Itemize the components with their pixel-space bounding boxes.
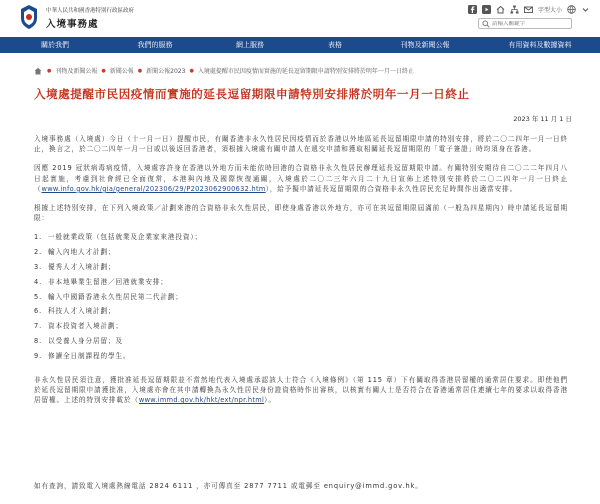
list-item: 4. 非本地畢業生留港／回港就業安排； [34,277,168,286]
npr-page-link[interactable]: www.immd.gov.hk/hkt/ext/npr.html [138,396,265,404]
government-name: 中華人民共和國香港特別行政區政府 [46,8,135,14]
paragraph-text: 。 [268,396,276,404]
mail-icon[interactable] [524,5,533,14]
article-paragraph-3: 根據上述特別安排，在下列入境政策／計劃來港的合資格非永久性居民，即使身處香港以外地方，亦可在其逗留期限屆滿前（一般為四星期內）時申請延長逗留期限： [34,204,568,223]
breadcrumb-item-publications[interactable]: 刊物及新聞公報 [55,68,98,75]
list-item: 1. 一般就業政策（包括就業及企業家來港投資）； [34,233,203,242]
breadcrumb-item-press-releases[interactable]: 新聞公報 [109,68,134,75]
facebook-icon[interactable] [468,5,477,14]
article-paragraph-2: 因應 2019 冠狀病毒病疫情，入境處容許身在香港以外地方而未能依時回港的合資格非永久性居民辦理延長逗留期限申請。有關特別安期待自二〇二二年四月八日起實施，考慮到社會經已全面復常，本港與內地及國際恢復通關，入境處於二〇二三年六月二十九日宣佈上述特別安排將於二〇二四年一月一日終止（www.info.gov.hk/gia/general/202306/29/P2023062900632.htm），給予擬申請延長逗留期限的合資格非永久性居民充足時間作出適當安排。 [34,164,568,193]
breadcrumb [34,66,414,75]
home-icon[interactable] [34,67,42,75]
article-paragraph-4: 非永久性居民須注意，獲批准延長逗留期限並不當然地代表入境處承認該人士符合《入境條例》（第 115 章）下有關取得香港居留權的通常居住要求。即使他們於延長逗留期限申請獲批准，入境處亦會在其申請轉換為永久性居民身份證資格時作出審核，以核實有關人士是否符合在香港通常居住連續七年的要求以取得香港居留權。上述的特別安排載於（www.immd.gov.hk/hkt/ext/npr.html）。 [34,375,568,404]
list-item: 9. 修讀全日制課程的學生。 [34,351,131,360]
font-size-control[interactable]: 字型大小 [537,7,562,14]
list-item: 2. 輸入內地人才計劃； [34,248,116,257]
publish-date: 2023 年 11 月 1 日 [513,115,572,123]
list-item: 8. 以受養人身分居留；及 [34,337,123,345]
nav-useful-information[interactable]: 有用資料及數據資料 [508,41,572,49]
nav-forms[interactable]: 表格 [328,41,342,49]
breadcrumb-item-press-releases-2023[interactable]: 新聞公報2023 [146,68,186,75]
chevron-down-icon[interactable] [581,5,590,14]
sitemap-icon[interactable] [510,5,519,14]
contact-info: 如有查詢，請致電入境處熱線電話 2824 6111 ，亦可傳真至 2877 7711 或電郵至 enquiry@immd.gov.hk。 [34,482,423,490]
list-item: 5. 輸入中國籍香港永久性居民第二代計劃； [34,292,183,301]
paragraph-text: 因應 2019 冠狀病毒病疫情，入境處容許身在香港以外地方而未能依時回港的合資格非永久性居民辦理延長逗留期限申請。有關特別安期待自二〇二二年四月八日起實施，考慮到社會經已全面復常，本港與內地及國際恢復通關，入境處於二〇二三年六月二十九日宣佈上述特別安排將於二〇二四年一月一日終止 [34,164,568,183]
scheme-list [34,232,568,365]
search-icon[interactable] [482,20,490,28]
breadcrumb-separator: ● [101,67,106,74]
site-header [0,0,600,36]
press-release-link[interactable]: www.info.gov.hk/gia/general/202306/29/P2023062900632.htm [41,184,266,193]
main-nav [0,37,600,53]
department-name[interactable]: 入境事務處 [46,19,99,30]
breadcrumb-item-current: 入境處提醒市民因疫情而實施的延長逗留期限申請特別安排將於明年一月一日終止 [197,68,414,75]
utility-bar [468,5,590,14]
search-box [478,18,572,29]
page-title: 入境處提醒市民因疫情而實施的延長逗留期限申請特別安排將於明年一月一日終止 [34,87,470,101]
search-input[interactable] [482,21,562,27]
paragraph-text: 非永久性居民須注意，獲批准延長逗留期限並不當然地代表入境處承認該人士符合《入境條例》（第 115 章）下有關取得香港居留權的通常居住要求。即使他們於延長逗留期限申請獲批准，入境處亦會在其申請轉換為永久性居民身份證資格時作出審核，以核實有關人士是否符合在香港通常居住連續七年的要求以取得香港居留權。上述的特別安排載於 [34,375,568,404]
list-item: 7. 資本投資者入境計劃； [34,322,123,331]
nav-our-services[interactable]: 我們的服務 [137,41,173,49]
nav-about-us[interactable]: 關於我們 [41,41,69,49]
regional-emblem-icon[interactable] [20,4,38,30]
youtube-icon[interactable] [482,5,491,14]
list-item: 6. 科技人才入境計劃； [34,307,116,316]
nav-publications-press-releases[interactable]: 刊物及新聞公報 [400,41,450,49]
breadcrumb-separator: ● [137,67,143,74]
article-body [34,134,568,414]
home-icon[interactable] [496,5,505,14]
paragraph-text: ），給予擬申請延長逗留期限的合資格非永久性居民充足時間作出適當安排。 [265,184,518,193]
breadcrumb-separator: ● [47,67,52,74]
article-paragraph-1: 入境事務處（入境處）今日（十一月一日）提醒市民，有關香港非永久性居民因疫情而於香港以外地區延長逗留期限申請的特別安排，將於二〇二四年一月一日終止，換言之，於二〇二四年一月一日或以後返回香港者，須根據入境處有關申請人在遞交申請和獲取相關延長逗留期限的「電子簽證」時均須身在香港。 [34,135,568,154]
nav-e-services[interactable]: 網上服務 [236,41,264,49]
language-icon[interactable] [567,5,576,14]
list-item: 3. 優秀人才入境計劃； [34,263,116,272]
breadcrumb-separator: ● [189,67,194,74]
